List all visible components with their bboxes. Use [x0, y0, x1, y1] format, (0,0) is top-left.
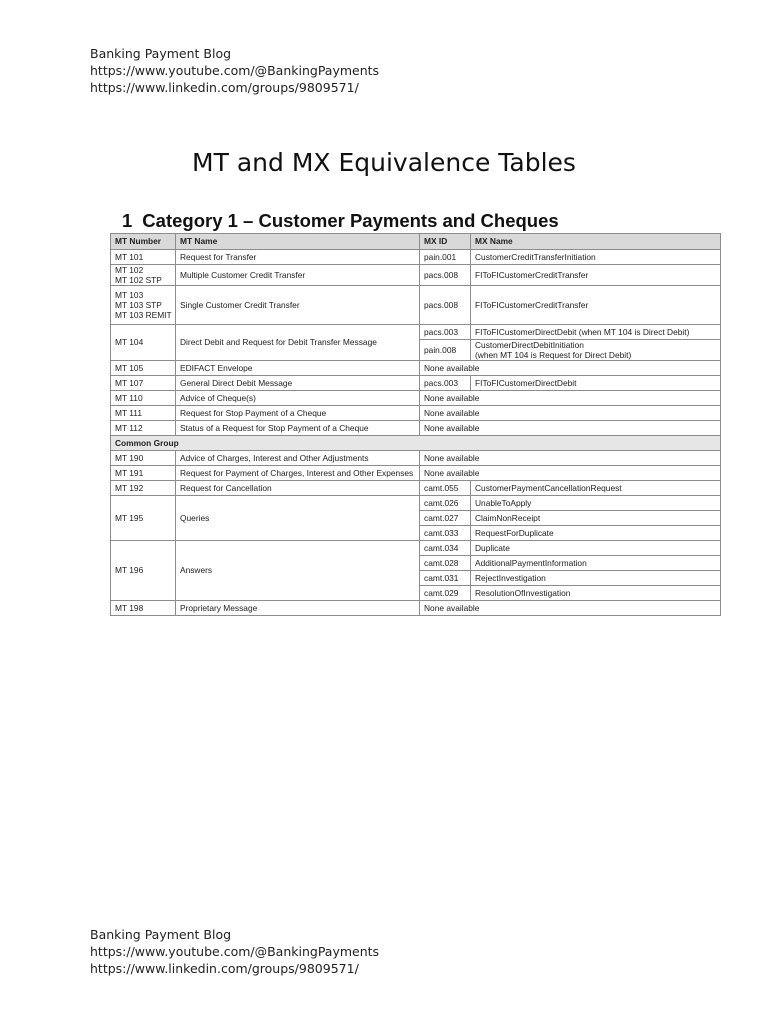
table-row	[111, 421, 721, 436]
mt-number-cell: MT 101	[111, 250, 176, 265]
mt-number-line: MT 103 REMIT	[115, 310, 172, 320]
column-header-mt-name: MT Name	[176, 234, 420, 250]
mx-id-cell: pacs.008	[420, 286, 471, 325]
mx-name-cell: CustomerPaymentCancellationRequest	[471, 481, 721, 496]
table-row	[111, 325, 721, 340]
mx-none-cell: None available	[420, 601, 721, 616]
mx-id-cell: camt.031	[420, 571, 471, 586]
page-title: MT and MX Equivalence Tables	[192, 148, 576, 177]
youtube-link[interactable]: https://www.youtube.com/@BankingPayments	[90, 944, 380, 959]
mt-number-cell	[111, 265, 176, 286]
table-row	[111, 541, 721, 556]
table-row	[111, 250, 721, 265]
blog-name: Banking Payment Blog	[90, 46, 232, 61]
mt-number-cell: MT 112	[111, 421, 176, 436]
mx-id-cell: camt.055	[420, 481, 471, 496]
mx-name-cell: UnableToApply	[471, 496, 721, 511]
mx-id-cell: camt.029	[420, 586, 471, 601]
mx-id-cell: camt.033	[420, 526, 471, 541]
mx-none-cell: None available	[420, 451, 721, 466]
mx-name-cell: FIToFICustomerCreditTransfer	[471, 265, 721, 286]
mt-number-cell: MT 104	[111, 325, 176, 361]
mx-none-cell: None available	[420, 361, 721, 376]
table-row	[111, 451, 721, 466]
group-label: Common Group	[111, 436, 721, 451]
table-row	[111, 406, 721, 421]
mt-number-line: MT 103 STP	[115, 300, 162, 310]
mx-name-cell: FIToFICustomerDirectDebit	[471, 376, 721, 391]
mx-id-cell: camt.027	[420, 511, 471, 526]
mx-name-cell: FIToFICustomerDirectDebit (when MT 104 is Direct Debit)	[471, 325, 721, 340]
table-row	[111, 391, 721, 406]
mx-name-cell: FIToFICustomerCreditTransfer	[471, 286, 721, 325]
blog-name: Banking Payment Blog	[90, 927, 232, 942]
mt-name-cell: Multiple Customer Credit Transfer	[176, 265, 420, 286]
mx-id-cell: camt.034	[420, 541, 471, 556]
mt-name-cell: Direct Debit and Request for Debit Transfer Message	[176, 325, 420, 361]
mx-id-cell: camt.028	[420, 556, 471, 571]
group-row	[111, 436, 721, 451]
section-heading	[122, 210, 559, 232]
mx-none-cell: None available	[420, 421, 721, 436]
mt-name-cell: Advice of Charges, Interest and Other Adjustments	[176, 451, 420, 466]
youtube-link[interactable]: https://www.youtube.com/@BankingPayments	[90, 63, 380, 78]
mt-name-cell: Answers	[176, 541, 420, 601]
table-row	[111, 361, 721, 376]
mt-name-cell: Request for Stop Payment of a Cheque	[176, 406, 420, 421]
mt-number-cell: MT 192	[111, 481, 176, 496]
mx-name-cell: Duplicate	[471, 541, 721, 556]
mt-number-cell: MT 196	[111, 541, 176, 601]
page-footer	[90, 926, 379, 977]
mt-name-cell: General Direct Debit Message	[176, 376, 420, 391]
mx-none-cell: None available	[420, 406, 721, 421]
section-number: 1	[122, 210, 133, 231]
mx-name-cell: CustomerCreditTransferInitiation	[471, 250, 721, 265]
mt-name-cell: Status of a Request for Stop Payment of a Cheque	[176, 421, 420, 436]
mx-none-cell: None available	[420, 466, 721, 481]
equivalence-table	[110, 233, 721, 616]
mx-name-cell: ResolutionOfInvestigation	[471, 586, 721, 601]
mt-number-cell: MT 195	[111, 496, 176, 541]
mt-number-line: MT 102	[115, 265, 144, 275]
mx-id-cell: pain.001	[420, 250, 471, 265]
linkedin-link[interactable]: https://www.linkedin.com/groups/9809571/	[90, 961, 359, 976]
column-header-mx-id: MX ID	[420, 234, 471, 250]
mx-id-cell: pacs.003	[420, 325, 471, 340]
table-header-row	[111, 234, 721, 250]
mt-number-cell: MT 190	[111, 451, 176, 466]
mx-name-cell: AdditionalPaymentInformation	[471, 556, 721, 571]
mt-number-cell: MT 110	[111, 391, 176, 406]
mx-id-cell: pacs.008	[420, 265, 471, 286]
mt-name-cell: EDIFACT Envelope	[176, 361, 420, 376]
mt-name-cell: Request for Cancellation	[176, 481, 420, 496]
mx-name-line: CustomerDirectDebitInitiation	[475, 340, 584, 350]
mx-id-cell: camt.026	[420, 496, 471, 511]
mt-number-cell: MT 107	[111, 376, 176, 391]
table-row	[111, 466, 721, 481]
mx-name-cell: RejectInvestigation	[471, 571, 721, 586]
column-header-mt-number: MT Number	[111, 234, 176, 250]
table-row	[111, 265, 721, 286]
mt-name-cell: Single Customer Credit Transfer	[176, 286, 420, 325]
table-row	[111, 376, 721, 391]
mx-name-cell: RequestForDuplicate	[471, 526, 721, 541]
mt-name-cell: Advice of Cheque(s)	[176, 391, 420, 406]
mt-number-cell: MT 198	[111, 601, 176, 616]
mt-number-cell: MT 105	[111, 361, 176, 376]
page-header	[90, 45, 379, 96]
mt-number-line: MT 103	[115, 290, 144, 300]
table-row	[111, 601, 721, 616]
mt-name-cell: Proprietary Message	[176, 601, 420, 616]
mt-number-cell: MT 111	[111, 406, 176, 421]
mt-name-cell: Request for Payment of Charges, Interest and Other Expenses	[176, 466, 420, 481]
mx-name-line: (when MT 104 is Request for Direct Debit)	[475, 350, 632, 360]
mx-name-cell: ClaimNonReceipt	[471, 511, 721, 526]
mt-number-line: MT 102 STP	[115, 275, 162, 285]
mt-number-cell	[111, 286, 176, 325]
table-row	[111, 286, 721, 325]
mx-name-cell	[471, 340, 721, 361]
mx-id-cell: pain.008	[420, 340, 471, 361]
linkedin-link[interactable]: https://www.linkedin.com/groups/9809571/	[90, 80, 359, 95]
column-header-mx-name: MX Name	[471, 234, 721, 250]
mx-id-cell: pacs.003	[420, 376, 471, 391]
mt-name-cell: Request for Transfer	[176, 250, 420, 265]
mt-name-cell: Queries	[176, 496, 420, 541]
table-row	[111, 496, 721, 511]
table-row	[111, 481, 721, 496]
section-title: Category 1 – Customer Payments and Cheques	[142, 210, 559, 231]
mt-number-cell: MT 191	[111, 466, 176, 481]
mx-none-cell: None available	[420, 391, 721, 406]
